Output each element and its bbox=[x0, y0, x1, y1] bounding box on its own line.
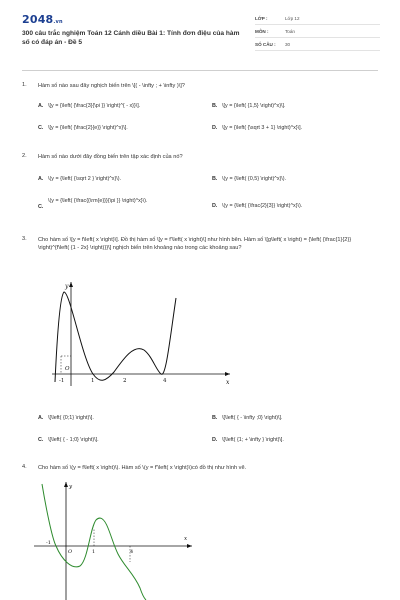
logo-suffix: .vn bbox=[53, 19, 63, 25]
derivative-graph-q3 bbox=[50, 278, 235, 390]
option-text: \[\left( {0;1} \right)\]. bbox=[48, 415, 94, 421]
derivative-graph-q4 bbox=[34, 478, 194, 600]
option-letter: A. bbox=[38, 415, 44, 421]
option-letter: C. bbox=[38, 125, 44, 131]
question-number: 3. bbox=[22, 236, 27, 242]
option-letter: B. bbox=[212, 176, 218, 182]
option-text: \(y = {\left( {\sqrt 2 } \right)^x}\). bbox=[48, 176, 122, 182]
option-letter: A. bbox=[38, 176, 44, 182]
option-text: \[\left( { - 1;0} \right)\]. bbox=[48, 437, 99, 443]
meta-row-count bbox=[255, 38, 380, 51]
origin-label: O bbox=[65, 366, 70, 372]
meta-label: MÔN : bbox=[255, 29, 269, 35]
option-letter: C. bbox=[38, 437, 44, 443]
option-text: \[y = {\left( {\frac{2}{e}} \right)^x}\]. bbox=[48, 125, 128, 131]
option-letter: B. bbox=[212, 415, 218, 421]
question-text: Cho hàm số \[y = f\left( x \right)\]. Đồ thị hàm số \[y = f'\left( x \right)\] như hình bên. Hàm số \[g\left( x \right) = {\left( {\frac{1}{2}} \right)^{f\left( {1 - 2x} \right)}}\] nghịch biến trên khoảng nào trong các khoảng sau? bbox=[38, 237, 352, 252]
tick-label: 4 bbox=[130, 549, 134, 555]
y-axis-label: y bbox=[65, 283, 69, 290]
meta-label: SỐ CÂU : bbox=[255, 42, 276, 48]
question-text: Hàm số nào sau đây nghịch biến trên \[( - \infty ; + \infty )\]? bbox=[38, 83, 185, 89]
origin-label: O bbox=[68, 549, 73, 555]
document-title: 300 câu trắc nghiệm Toán 12 Cánh diều Bài 1: Tính đơn điệu của hàm số có đáp án - Đề 5 bbox=[22, 30, 240, 46]
option-letter: C. bbox=[38, 204, 44, 210]
y-axis-arrow bbox=[69, 282, 73, 287]
header-divider bbox=[22, 70, 378, 71]
question-number: 4. bbox=[22, 464, 27, 470]
option-letter: D. bbox=[212, 125, 218, 131]
y-axis-arrow bbox=[64, 482, 68, 487]
option-letter: B. bbox=[212, 103, 218, 109]
option-text: \(y = {\left( {\frac{{\rm{e}}}{\pi }} \right)^x}\). bbox=[48, 198, 148, 204]
option-text: \[\left( {1; + \infty } \right)\]. bbox=[222, 437, 284, 443]
site-logo[interactable] bbox=[22, 13, 63, 27]
meta-value: Toán bbox=[285, 29, 295, 35]
tick-label: 4 bbox=[163, 378, 167, 384]
tick-label: 2 bbox=[123, 378, 127, 384]
meta-value: 30 bbox=[285, 42, 291, 48]
x-axis-arrow bbox=[187, 544, 192, 548]
meta-label: LỚP : bbox=[255, 16, 268, 22]
tick-label: -1 bbox=[59, 378, 65, 384]
question-text: Hàm số nào dưới đây đồng biến trên tập xác định của nó? bbox=[38, 154, 183, 160]
option-text: \[\left( { - \infty ;0} \right)\]. bbox=[222, 415, 283, 421]
option-text: \[y = {\left( {\sqrt 3 + 1} \right)^x}\]. bbox=[222, 125, 303, 131]
document-meta bbox=[255, 12, 380, 51]
option-text: \[y = {\left( {1,5} \right)^x}\]. bbox=[222, 103, 286, 109]
x-axis-label: x bbox=[184, 536, 188, 542]
option-letter: A. bbox=[38, 103, 44, 109]
derivative-curve bbox=[55, 292, 176, 382]
option-text: \(y = {\left( {0,5} \right)^x}\). bbox=[222, 176, 287, 182]
option-letter: D. bbox=[212, 203, 218, 209]
question-text: Cho hàm số \(y = f\left( x \right)\). Hàm số \(y = f'\left( x \right)\)có đồ thị như hình vẽ. bbox=[38, 465, 247, 471]
x-axis-label: x bbox=[226, 379, 230, 386]
option-text: \[y = {\left( {\frac{3}{\pi }} \right)^{ - x}}\]. bbox=[48, 103, 141, 109]
meta-row-class bbox=[255, 12, 380, 25]
y-axis-label: y bbox=[69, 484, 73, 490]
question-number: 1. bbox=[22, 82, 27, 88]
question-number: 2. bbox=[22, 153, 27, 159]
option-letter: D. bbox=[212, 437, 218, 443]
tick-label: -1 bbox=[46, 540, 51, 546]
tick-label: 1 bbox=[92, 549, 96, 555]
tick-label: 1 bbox=[91, 378, 95, 384]
option-text: \(y = {\left( {\frac{2}{3}} \right)^x}\). bbox=[222, 203, 303, 209]
page-header bbox=[0, 0, 400, 62]
x-axis-arrow bbox=[225, 372, 230, 376]
meta-row-subject bbox=[255, 25, 380, 38]
logo-main: 2048 bbox=[22, 13, 54, 26]
meta-value: Lớp 12 bbox=[285, 16, 300, 22]
